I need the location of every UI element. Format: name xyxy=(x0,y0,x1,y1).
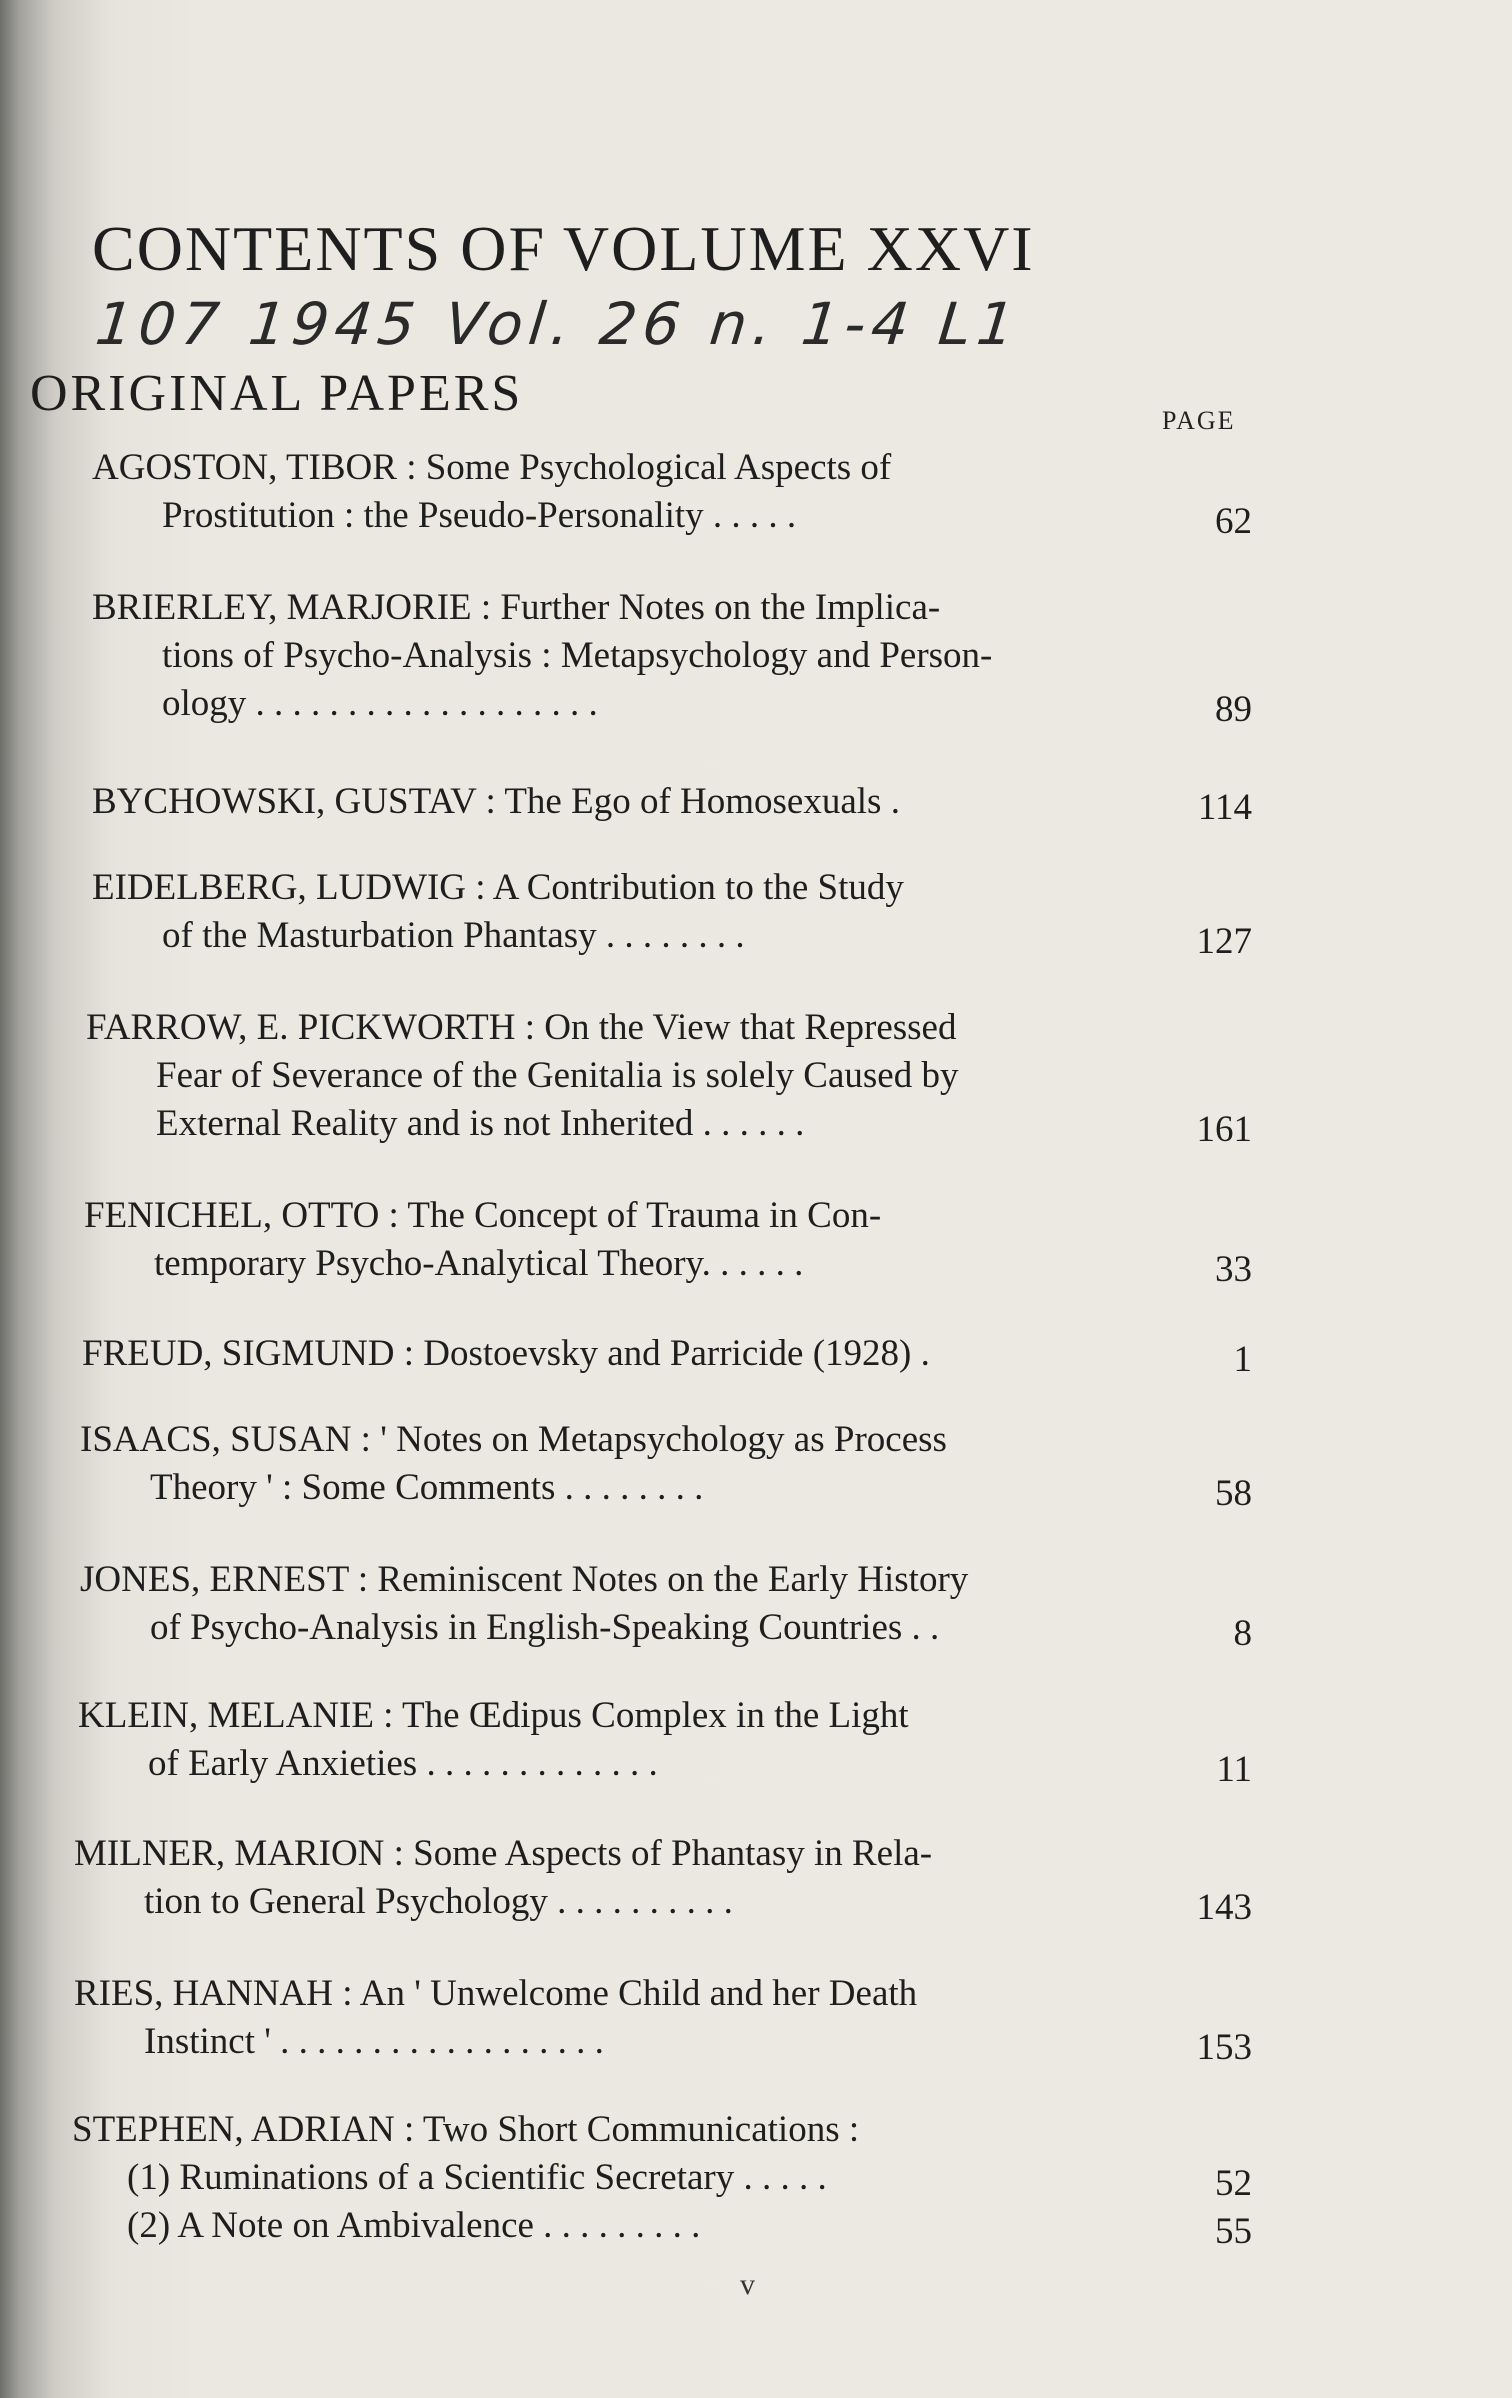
toc-page-number: 143 xyxy=(1196,1887,1252,1928)
toc-entry-line: Theory ' : Some Comments . . . . . . . . 58 xyxy=(80,1464,1252,1512)
toc-entry-line: RIES, HANNAH : An ' Unwelcome Child and her Death xyxy=(74,1973,918,2014)
toc-entry-line: ISAACS, SUSAN : ' Notes on Metapsychology as Process xyxy=(80,1419,947,1460)
toc-entry[interactable] xyxy=(80,1556,1252,1652)
toc-entry-line: temporary Psycho-Analytical Theory. . . . . . 33 xyxy=(84,1240,1252,1288)
toc-page-number: 89 xyxy=(1215,689,1252,730)
toc-entry[interactable] xyxy=(86,1004,1252,1148)
toc-entry-line: FREUD, SIGMUND : Dostoevsky and Parricide (1928) . 1 xyxy=(82,1330,1252,1378)
toc-entry-line: External Reality and is not Inherited . . . . . . 161 xyxy=(86,1100,1252,1148)
toc-entry-line: of the Masturbation Phantasy . . . . . . . . 127 xyxy=(92,912,1252,960)
toc-entry-line: STEPHEN, ADRIAN : Two Short Communications : xyxy=(72,2109,860,2150)
toc-page-number: 8 xyxy=(1233,1613,1252,1654)
toc-entry-line: tion to General Psychology . . . . . . . . . . 143 xyxy=(74,1878,1252,1926)
toc-sub-entry[interactable]: (2) A Note on Ambivalence . . . . . . . . . 55 xyxy=(72,2202,1252,2250)
toc-entry-line: FARROW, E. PICKWORTH : On the View that Repressed xyxy=(86,1007,957,1048)
toc-page-number: 161 xyxy=(1196,1109,1252,1150)
toc-entry-line: MILNER, MARION : Some Aspects of Phantasy in Rela- xyxy=(74,1833,933,1874)
toc-page-number: 62 xyxy=(1215,501,1252,542)
toc-entry-line: BRIERLEY, MARJORIE : Further Notes on the Implica- xyxy=(92,587,941,628)
toc-entry[interactable] xyxy=(84,1192,1252,1288)
toc-page-number: 58 xyxy=(1215,1473,1252,1514)
toc-entry[interactable] xyxy=(74,1830,1252,1926)
toc-entry-line: FENICHEL, OTTO : The Concept of Trauma in Con- xyxy=(84,1195,882,1236)
toc-sub-entry[interactable]: (1) Ruminations of a Scientific Secretary . . . . . 52 xyxy=(72,2154,1252,2202)
toc-entry[interactable] xyxy=(92,778,1252,826)
page-column-label: PAGE xyxy=(1162,406,1236,435)
toc-entry[interactable] xyxy=(80,1416,1252,1512)
toc-page-number: 127 xyxy=(1196,921,1252,962)
toc-entry-line: AGOSTON, TIBOR : Some Psychological Aspects of xyxy=(92,447,892,488)
toc-entry[interactable] xyxy=(92,444,1252,540)
folio-page-number: v xyxy=(740,2268,755,2301)
toc-entry-line: ology . . . . . . . . . . . . . . . . . . . 89 xyxy=(92,680,1252,728)
toc-entry[interactable] xyxy=(92,584,1252,728)
toc-entry[interactable] xyxy=(78,1692,1252,1788)
toc-page-number: 114 xyxy=(1197,787,1252,828)
toc-page-number: 1 xyxy=(1233,1339,1252,1380)
section-heading: ORIGINAL PAPERS xyxy=(30,365,524,422)
toc-entry-line: tions of Psycho-Analysis : Metapsychology and Person- xyxy=(162,635,993,676)
toc-entry-line: Instinct ' . . . . . . . . . . . . . . . . . . 153 xyxy=(74,2018,1252,2066)
toc-entry-line: of Psycho-Analysis in English-Speaking Countries . . 8 xyxy=(80,1604,1252,1652)
toc-entry-line: JONES, ERNEST : Reminiscent Notes on the Early History xyxy=(80,1559,969,1600)
toc-entry-line: EIDELBERG, LUDWIG : A Contribution to the Study xyxy=(92,867,904,908)
toc-entry-line: Fear of Severance of the Genitalia is solely Caused by xyxy=(156,1055,959,1096)
page-title: CONTENTS OF VOLUME XXVI xyxy=(92,213,1035,284)
toc-page-number: 153 xyxy=(1196,2027,1252,2068)
toc-page-number: 11 xyxy=(1216,1749,1252,1790)
toc-entry-line: KLEIN, MELANIE : The Œdipus Complex in the Light xyxy=(78,1695,909,1736)
toc-entry[interactable] xyxy=(72,2106,1252,2250)
toc-entry[interactable] xyxy=(74,1970,1252,2066)
toc-entry[interactable] xyxy=(92,864,1252,960)
toc-page-number: 52 xyxy=(1215,2163,1252,2204)
toc-page-number: 33 xyxy=(1215,1249,1252,1290)
toc-page-number: 55 xyxy=(1215,2211,1252,2252)
toc-entry-line: Prostitution : the Pseudo-Personality . . . . . 62 xyxy=(92,492,1252,540)
toc-entry-line: BYCHOWSKI, GUSTAV : The Ego of Homosexuals . 114 xyxy=(92,778,1252,826)
handwritten-note: 107 1945 Vol. 26 n. 1-4 L1 xyxy=(92,290,1024,358)
toc-entry-line: of Early Anxieties . . . . . . . . . . . . . 11 xyxy=(78,1740,1252,1788)
toc-entry[interactable] xyxy=(82,1330,1252,1378)
